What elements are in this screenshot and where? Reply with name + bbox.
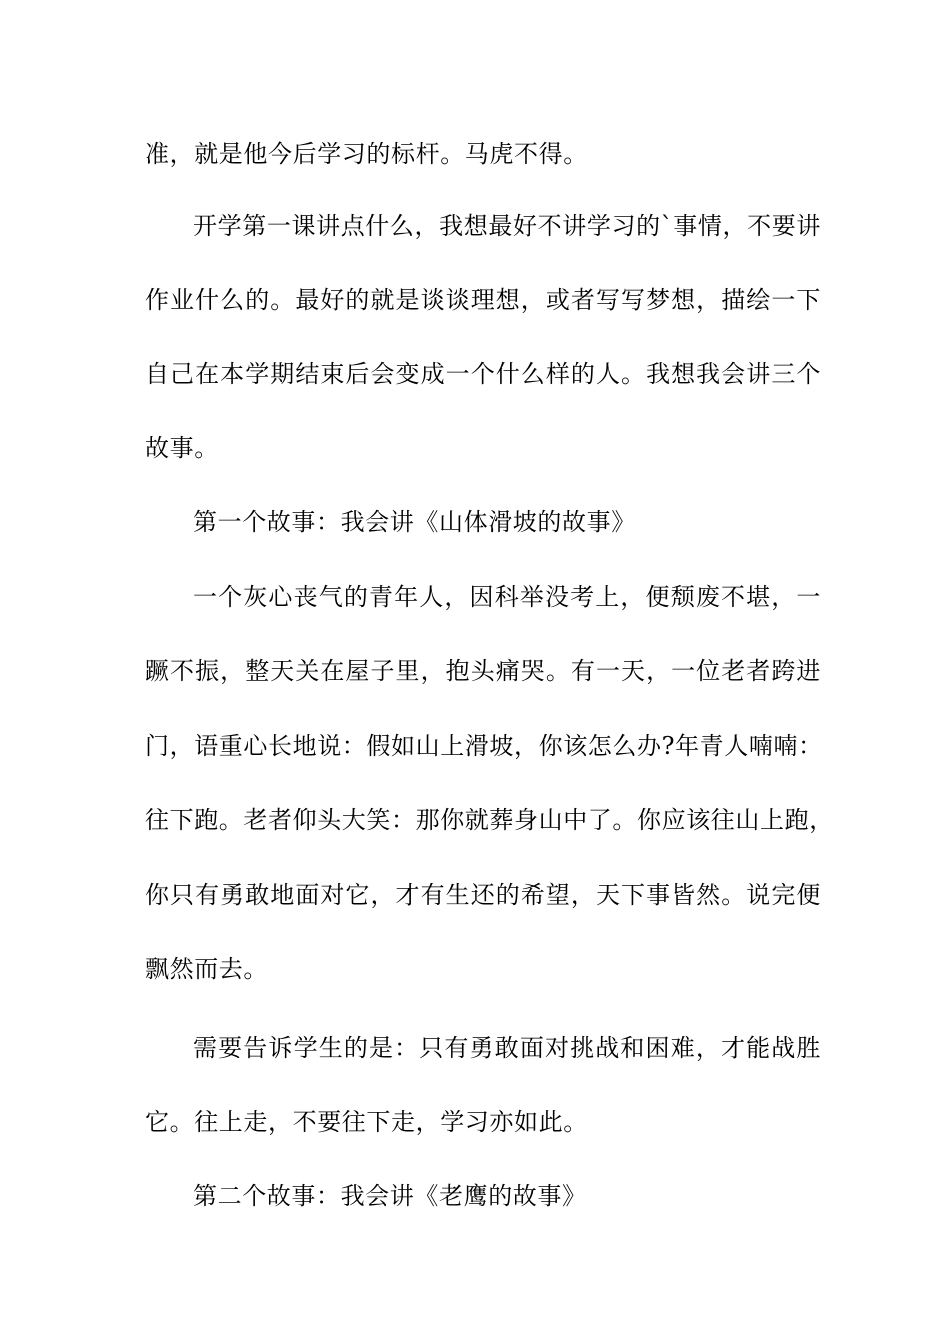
text-line: 你只有勇敢地面对它，才有生还的希望，天下事皆然。说完便 xyxy=(145,881,821,909)
paragraph-first-line: 需要告诉学生的是：只有勇敢面对挑战和困难，才能战胜 xyxy=(193,1034,821,1062)
text-line: 门，语重心长地说：假如山上滑坡，你该怎么办?年青人喃喃： xyxy=(145,732,823,760)
paragraph-first-line: 开学第一课讲点什么，我想最好不讲学习的`事情，不要讲 xyxy=(193,212,821,240)
story-heading: 第二个故事：我会讲《老鹰的故事》 xyxy=(193,1182,587,1210)
story-heading: 第一个故事：我会讲《山体滑坡的故事》 xyxy=(193,508,636,536)
text-line: 蹶不振，整天关在屋子里，抱头痛哭。有一天，一位老者跨进 xyxy=(145,657,821,685)
text-line: 它。往上走，不要往下走，学习亦如此。 xyxy=(145,1108,588,1136)
text-line: 自己在本学期结束后会变成一个什么样的人。我想我会讲三个 xyxy=(145,360,821,388)
text-line: 故事。 xyxy=(145,434,219,462)
text-line: 作业什么的。最好的就是谈谈理想，或者写写梦想，描绘一下 xyxy=(145,286,821,314)
text-line: 飘然而去。 xyxy=(145,955,268,983)
text-line: 往下跑。老者仰头大笑：那你就葬身山中了。你应该往山上跑， xyxy=(145,806,834,834)
text-line: 准，就是他今后学习的标杆。马虎不得。 xyxy=(145,140,588,168)
paragraph-first-line: 一个灰心丧气的青年人，因科举没考上，便颓废不堪，一 xyxy=(193,583,821,611)
